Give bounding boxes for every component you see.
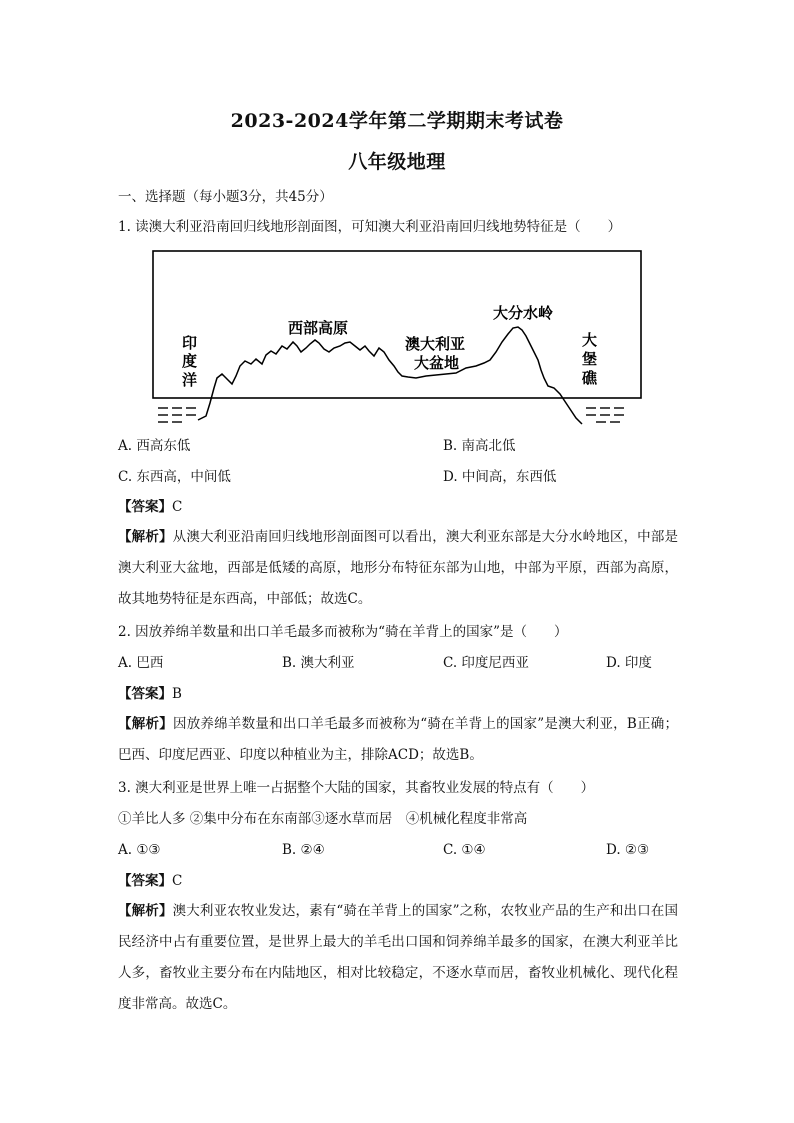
q2-option-a: A. 巴西 bbox=[118, 655, 164, 671]
label-barrier-reef-3: 礁 bbox=[582, 369, 598, 387]
page-title: 2023-2024学年第二学期期末考试卷 bbox=[230, 110, 564, 132]
diagram-frame bbox=[153, 251, 641, 398]
question-1: 1. 读澳大利亚沿南回归线地形剖面图，可知澳大利亚沿南回归线地势特征是（ ） bbox=[118, 219, 622, 235]
page-subtitle: 八年级地理 bbox=[348, 151, 446, 173]
label-indian-ocean-1: 印 bbox=[182, 334, 198, 352]
analysis-text: 澳大利亚农牧业发达，素有“骑在羊背上的国家”之称，农牧业产品的生产和出口在国民经济中占有重要位置，是世界上最大的羊毛出口国和饲养绵羊最多的国家，在澳大利亚羊比人多，畜牧业主要分布在内陆地区，相对比较稳定，不逐水草而居，畜牧业机械化、现代化程度非常高。故选C。 bbox=[118, 903, 678, 1012]
east-sea-waves bbox=[586, 408, 624, 422]
answer-value: C bbox=[172, 499, 183, 515]
q1-option-d: D. 中间高，东西低 bbox=[443, 469, 557, 485]
answer-label: 【答案】 bbox=[118, 873, 172, 889]
question-2: 2. 因放养绵羊数量和出口羊毛最多而被称为“骑在羊背上的国家”是（ ） bbox=[118, 624, 568, 640]
label-basin-line2: 大盆地 bbox=[414, 354, 460, 372]
q3-option-a: A. ①③ bbox=[118, 842, 161, 858]
answer-value: B bbox=[172, 686, 182, 702]
answer-label: 【答案】 bbox=[118, 686, 172, 702]
q2-answer bbox=[118, 685, 182, 703]
terrain-profile-line bbox=[198, 327, 582, 424]
section-heading: 一、选择题（每小题3分，共45分） bbox=[118, 189, 333, 205]
terrain-profile-svg bbox=[150, 248, 650, 428]
q3-option-c: C. ①④ bbox=[443, 842, 486, 858]
answer-value: C bbox=[172, 873, 183, 889]
label-western-plateau: 西部高原 bbox=[288, 319, 349, 337]
q1-option-b: B. 南高北低 bbox=[443, 438, 516, 454]
q3-option-d: D. ②③ bbox=[606, 842, 650, 858]
q1-answer bbox=[118, 498, 182, 516]
q2-option-c: C. 印度尼西亚 bbox=[443, 655, 529, 671]
q1-option-c: C. 东西高，中间低 bbox=[118, 469, 231, 485]
analysis-label: 【解析】 bbox=[118, 903, 173, 919]
q1-option-a: A. 西高东低 bbox=[118, 438, 191, 454]
label-barrier-reef-2: 堡 bbox=[582, 350, 598, 368]
analysis-label: 【解析】 bbox=[118, 716, 173, 732]
q3-answer bbox=[118, 872, 182, 890]
label-indian-ocean-3: 洋 bbox=[182, 371, 198, 389]
analysis-label: 【解析】 bbox=[118, 529, 173, 545]
q2-analysis bbox=[118, 709, 678, 771]
q3-option-b: B. ②④ bbox=[282, 842, 325, 858]
label-great-dividing-range: 大分水岭 bbox=[493, 304, 554, 322]
q2-option-b: B. 澳大利亚 bbox=[282, 655, 355, 671]
terrain-profile-diagram bbox=[150, 248, 650, 428]
answer-label: 【答案】 bbox=[118, 499, 172, 515]
west-sea-waves bbox=[158, 408, 196, 422]
q1-analysis bbox=[118, 522, 678, 615]
label-barrier-reef-1: 大 bbox=[582, 331, 598, 349]
q2-option-d: D. 印度 bbox=[606, 655, 652, 671]
question-3: 3. 澳大利亚是世界上唯一占据整个大陆的国家，其畜牧业发展的特点有（ ） bbox=[118, 780, 595, 796]
label-basin-line1: 澳大利亚 bbox=[405, 335, 466, 353]
q3-statements: ①羊比人多 ②集中分布在东南部③逐水草而居 ④机械化程度非常高 bbox=[118, 811, 528, 827]
analysis-text: 从澳大利亚沿南回归线地形剖面图可以看出，澳大利亚东部是大分水岭地区，中部是澳大利亚大盆地，西部是低矮的高原，地形分布特征东部为山地，中部为平原，西部为高原，故其地势特征是东西高，中部低；故选C。 bbox=[118, 529, 679, 607]
q3-analysis bbox=[118, 896, 678, 1020]
label-indian-ocean-2: 度 bbox=[182, 352, 198, 370]
analysis-text: 因放养绵羊数量和出口羊毛最多而被称为“骑在羊背上的国家”是澳大利亚，B正确；巴西、印度尼西亚、印度以种植业为主，排除ACD；故选B。 bbox=[118, 716, 678, 763]
